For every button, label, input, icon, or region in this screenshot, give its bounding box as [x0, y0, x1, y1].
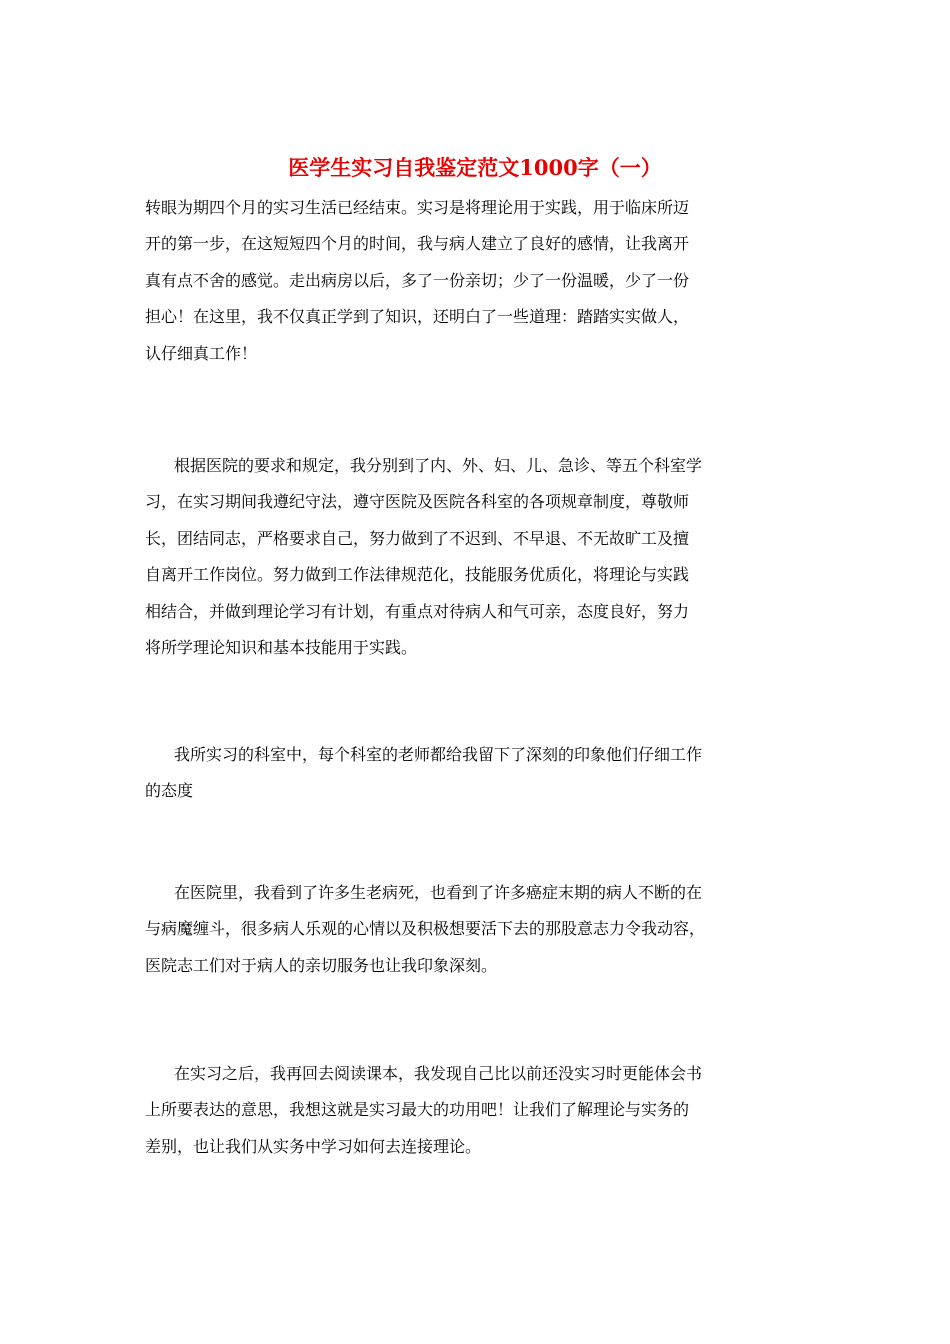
paragraph-line: 担心！在这里，我不仅真正学到了知识，还明白了一些道理：踏踏实实做人， — [145, 307, 690, 327]
paragraph-1 — [145, 190, 810, 372]
paragraph-line: 根据医院的要求和规定，我分别到了内、外、妇、儿、急诊、等五个科室学 — [174, 456, 703, 475]
paragraph-line: 习，在实习期间我遵纪守法，遵守医院及医院各科室的各项规章制度，尊敬师 — [145, 492, 690, 512]
paragraph-3 — [145, 737, 810, 810]
paragraph-line: 长，团结同志，严格要求自己，努力做到了不迟到、不早退、不无故旷工及擅 — [145, 528, 690, 548]
paragraph-2 — [145, 448, 810, 666]
paragraph-line: 开的第一步，在这短短四个月的时间，我与病人建立了良好的感情，让我离开 — [145, 234, 690, 254]
paragraph-line: 医院志工们对于病人的亲切服务也让我印象深刻。 — [145, 955, 498, 975]
paragraph-line: 相结合，并做到理论学习有计划，有重点对待病人和气可亲，态度良好，努力 — [145, 601, 690, 621]
paragraph-line: 将所学理论知识和基本技能用于实践。 — [145, 637, 418, 657]
paragraph-line: 自离开工作岗位。努力做到工作法律规范化，技能服务优质化，将理论与实践 — [145, 565, 690, 585]
paragraph-line: 真有点不舍的感觉。走出病房以后，多了一份亲切；少了一份温暖，少了一份 — [145, 270, 690, 290]
paragraph-line: 在医院里，我看到了许多生老病死，也看到了许多癌症末期的病人不断的在 — [174, 883, 703, 902]
paragraph-line: 在实习之后，我再回去阅读课本，我发现自己比以前还没实习时更能体会书 — [174, 1064, 703, 1083]
paragraph-line: 转眼为期四个月的实习生活已经结束。实习是将理论用于实践，用于临床所迈 — [145, 198, 690, 217]
paragraph-line: 的态度 — [145, 781, 194, 801]
paragraph-line: 我所实习的科室中，每个科室的老师都给我留下了深刻的印象他们仔细工作 — [174, 745, 703, 764]
paragraph-line: 上所要表达的意思，我想这就是实习最大的功用吧！让我们了解理论与实务的 — [145, 1100, 690, 1120]
paragraph-5 — [145, 1056, 810, 1165]
paragraph-line: 差别，也让我们从实务中学习如何去连接理论。 — [145, 1136, 482, 1156]
paragraph-line: 认仔细真工作！ — [145, 343, 258, 363]
paragraph-4 — [145, 875, 810, 984]
document-title: 医学生实习自我鉴定范文1000字（一） — [288, 155, 662, 180]
paragraph-line: 与病魔缠斗，很多病人乐观的心情以及积极想要活下去的那股意志力令我动容， — [145, 919, 706, 939]
